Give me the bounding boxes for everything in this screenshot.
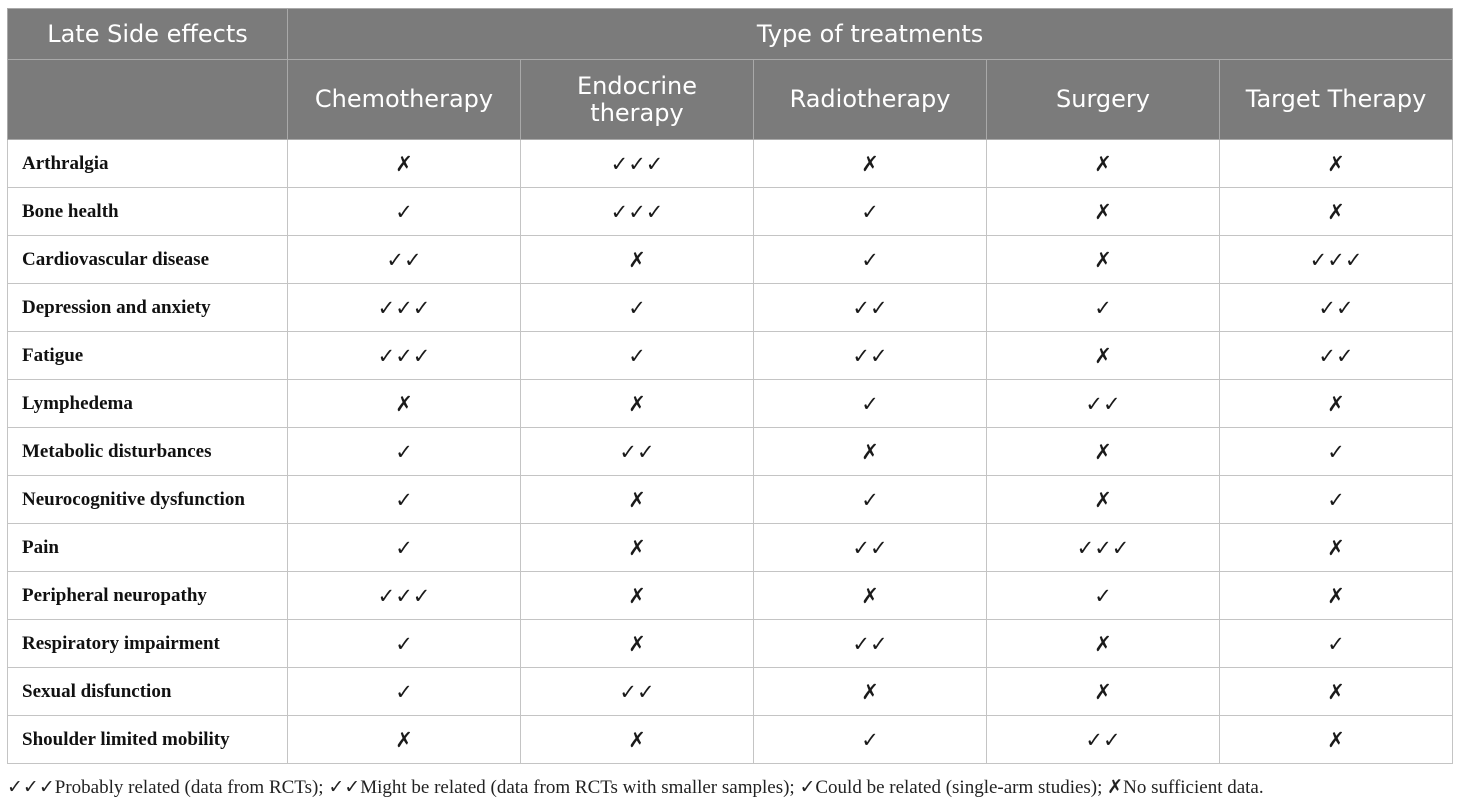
table-cell: ✓: [288, 524, 521, 572]
column-header-target-therapy: Target Therapy: [1220, 60, 1453, 140]
table-cell: ✓: [288, 620, 521, 668]
row-label: Depression and anxiety: [8, 284, 288, 332]
legend-symbol: ✓✓✓: [7, 776, 55, 798]
table-cell: ✓: [521, 332, 754, 380]
table-cell: ✗: [987, 140, 1220, 188]
table-row: [8, 332, 1453, 380]
row-label: Sexual disfunction: [8, 668, 288, 716]
legend-text: Probably related (data from RCTs);: [54, 777, 329, 798]
row-label: Respiratory impairment: [8, 620, 288, 668]
table-cell: ✗: [288, 140, 521, 188]
table-cell: ✓✓✓: [288, 332, 521, 380]
row-label: Fatigue: [8, 332, 288, 380]
table-row: [8, 380, 1453, 428]
table-cell: ✓✓: [521, 668, 754, 716]
corner-header: Late Side effects: [8, 9, 288, 60]
row-label: Cardiovascular disease: [8, 236, 288, 284]
table-cell: ✗: [288, 380, 521, 428]
table-row: [8, 620, 1453, 668]
legend-symbol: ✓✓: [328, 776, 361, 798]
table-row: [8, 716, 1453, 764]
table-row: [8, 476, 1453, 524]
column-header-surgery: Surgery: [987, 60, 1220, 140]
table-cell: ✓✓✓: [987, 524, 1220, 572]
table-cell: ✓: [1220, 428, 1453, 476]
corner-header-blank: [8, 60, 288, 140]
table-cell: ✓: [1220, 620, 1453, 668]
side-effects-table: [7, 8, 1453, 764]
table-row: [8, 188, 1453, 236]
table-cell: ✗: [987, 476, 1220, 524]
table-cell: ✓: [754, 716, 987, 764]
table-cell: ✓✓✓: [521, 140, 754, 188]
table-row: [8, 236, 1453, 284]
table-cell: ✗: [754, 140, 987, 188]
table-row: [8, 524, 1453, 572]
table-cell: ✓: [754, 380, 987, 428]
table-cell: ✓: [288, 428, 521, 476]
table-cell: ✗: [1220, 188, 1453, 236]
table-row: [8, 284, 1453, 332]
table-cell: ✗: [521, 716, 754, 764]
header-row-columns: [8, 60, 1453, 140]
table-cell: ✗: [1220, 140, 1453, 188]
table-cell: ✓: [987, 284, 1220, 332]
table-cell: ✓✓: [1220, 284, 1453, 332]
table-cell: ✗: [521, 476, 754, 524]
legend-text: No sufficient data.: [1123, 777, 1264, 798]
table-cell: ✓: [1220, 476, 1453, 524]
legend-text: Might be related (data from RCTs with smaller samples);: [360, 777, 800, 798]
header-row-group: [8, 9, 1453, 60]
row-label: Lymphedema: [8, 380, 288, 428]
row-label: Shoulder limited mobility: [8, 716, 288, 764]
table-cell: ✓: [288, 668, 521, 716]
table-cell: ✓✓: [987, 716, 1220, 764]
table-cell: ✗: [521, 572, 754, 620]
row-label: Bone health: [8, 188, 288, 236]
table-row: [8, 428, 1453, 476]
table-cell: ✓: [987, 572, 1220, 620]
table-cell: ✗: [754, 572, 987, 620]
table-cell: ✓✓: [288, 236, 521, 284]
table-cell: ✓: [521, 284, 754, 332]
row-label: Metabolic disturbances: [8, 428, 288, 476]
table-cell: ✗: [1220, 572, 1453, 620]
row-label: Peripheral neuropathy: [8, 572, 288, 620]
row-label: Neurocognitive dysfunction: [8, 476, 288, 524]
table-cell: ✓: [754, 236, 987, 284]
table-cell: ✓✓: [521, 428, 754, 476]
table-cell: ✓✓: [1220, 332, 1453, 380]
table-row: [8, 668, 1453, 716]
table-cell: ✗: [987, 236, 1220, 284]
column-header-endocrine-therapy: Endocrine therapy: [521, 60, 754, 140]
table-cell: ✗: [521, 236, 754, 284]
table-cell: ✗: [987, 668, 1220, 716]
table-cell: ✓: [288, 188, 521, 236]
legend-symbol: ✗: [1107, 776, 1124, 798]
table-cell: ✗: [521, 524, 754, 572]
table-cell: ✗: [1220, 668, 1453, 716]
table-body: [8, 140, 1453, 764]
row-label: Pain: [8, 524, 288, 572]
table-cell: ✓✓: [754, 524, 987, 572]
table-cell: ✓: [754, 476, 987, 524]
table-footnote: [7, 776, 1453, 799]
table-cell: ✓✓: [754, 332, 987, 380]
table-cell: ✗: [987, 428, 1220, 476]
table-cell: ✓✓: [987, 380, 1220, 428]
table-cell: ✗: [754, 428, 987, 476]
treatment-group-header: Type of treatments: [288, 9, 1453, 60]
table-cell: ✓: [754, 188, 987, 236]
column-header-radiotherapy: Radiotherapy: [754, 60, 987, 140]
table-cell: ✗: [987, 188, 1220, 236]
table-cell: ✗: [1220, 524, 1453, 572]
table-cell: ✗: [987, 332, 1220, 380]
table-cell: ✗: [1220, 716, 1453, 764]
table-row: [8, 140, 1453, 188]
row-label: Arthralgia: [8, 140, 288, 188]
table-cell: ✓✓✓: [288, 284, 521, 332]
treatment-side-effects-table-container: [7, 8, 1453, 764]
column-header-chemotherapy: Chemotherapy: [288, 60, 521, 140]
legend-text: Could be related (single-arm studies);: [815, 777, 1108, 798]
table-cell: ✓✓✓: [288, 572, 521, 620]
table-cell: ✓: [288, 476, 521, 524]
table-cell: ✗: [521, 380, 754, 428]
table-cell: ✗: [288, 716, 521, 764]
table-cell: ✓✓: [754, 284, 987, 332]
table-row: [8, 572, 1453, 620]
table-cell: ✓✓: [754, 620, 987, 668]
table-cell: ✓✓✓: [1220, 236, 1453, 284]
table-cell: ✗: [987, 620, 1220, 668]
table-cell: ✗: [754, 668, 987, 716]
table-cell: ✗: [1220, 380, 1453, 428]
legend-symbol: ✓: [799, 776, 816, 798]
table-cell: ✗: [521, 620, 754, 668]
table-cell: ✓✓✓: [521, 188, 754, 236]
